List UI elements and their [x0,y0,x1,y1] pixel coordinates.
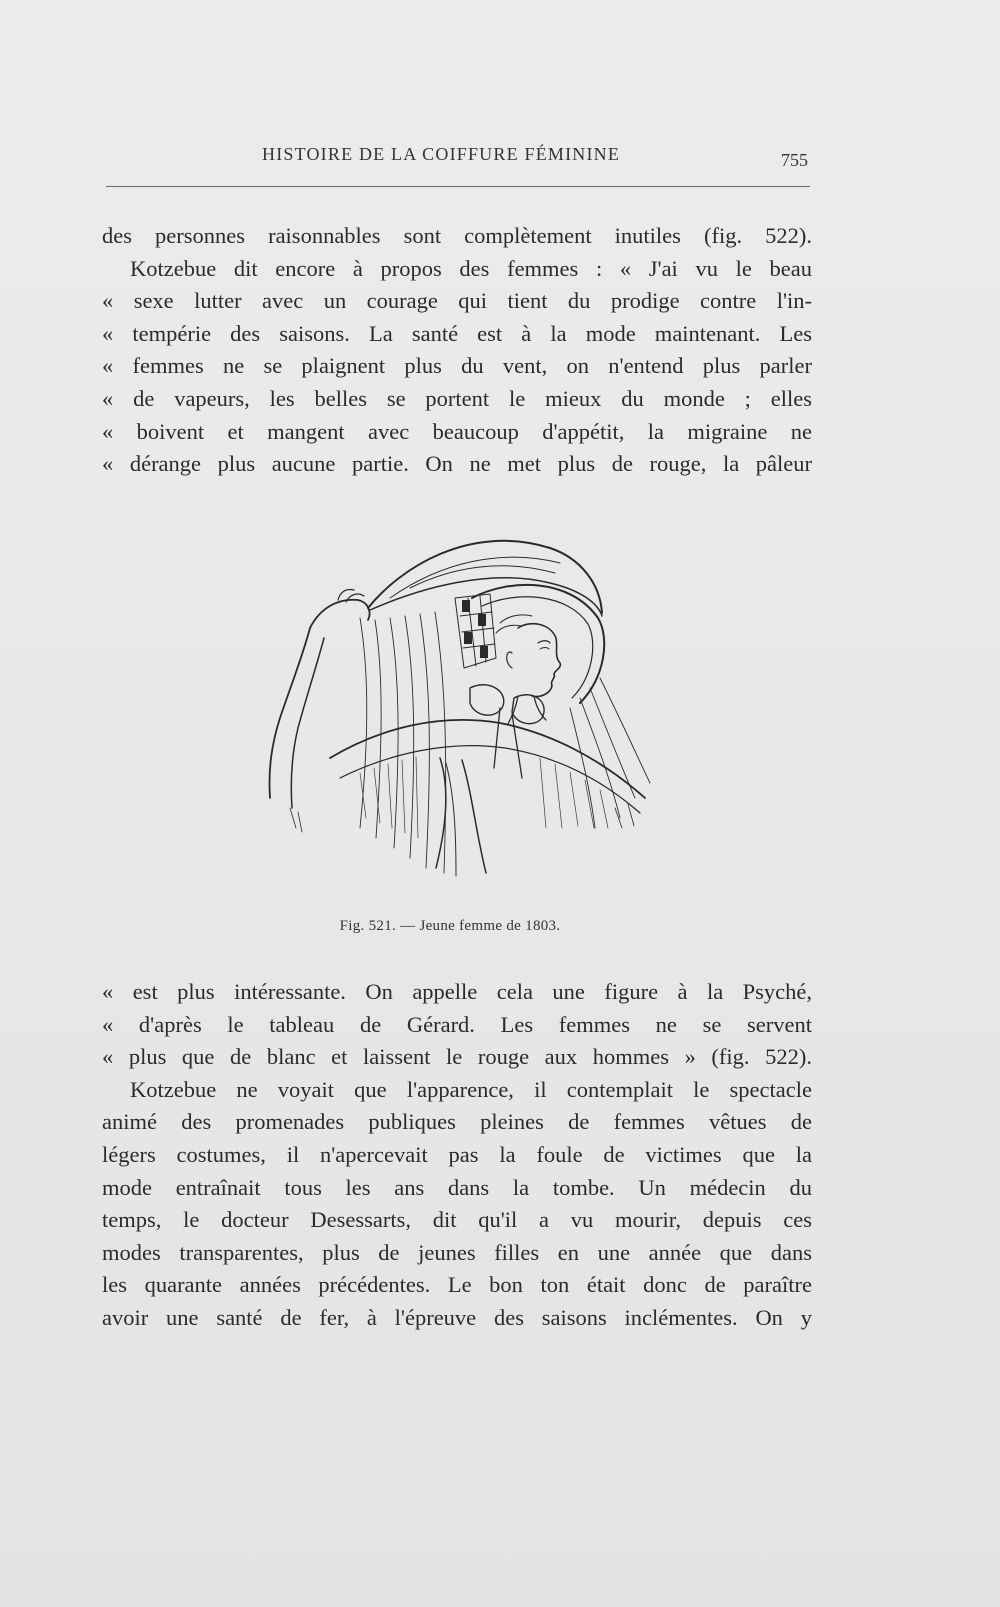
running-header [102,140,810,174]
text-line: « d'après le tableau de Gérard. Les femmes ne se servent [102,1011,812,1037]
body-text-top [102,220,812,481]
text-line: « de vapeurs, les belles se portent le mieux du monde ; elles [102,385,812,411]
header-rule [106,186,810,187]
text-line: modes transparentes, plus de jeunes filles en une année que dans [102,1239,812,1265]
text-line: mode entraînait tous les ans dans la tombe. Un médecin du [102,1174,812,1200]
text-line: « sexe lutter avec un courage qui tient du prodige contre l'in- [102,288,812,314]
text-line: temps, le docteur Desessarts, dit qu'il a vu mourir, depuis ces [102,1207,812,1233]
text-line: Kotzebue dit encore à propos des femmes : « J'ai vu le beau [130,255,812,281]
text-line: Kotzebue ne voyait que l'apparence, il contemplait le spectacle [130,1076,812,1102]
text-line: les quarante années précédentes. Le bon ton était donc de paraître [102,1272,812,1298]
figure-caption: Fig. 521. — Jeune femme de 1803. [339,918,561,934]
body-text-bottom [102,976,812,1335]
text-line: « dérange plus aucune partie. On ne met plus de rouge, la pâleur [102,451,812,477]
text-line: « femmes ne se plaignent plus du vent, on n'entend plus parler [102,353,812,379]
text-line: légers costumes, il n'apercevait pas la foule de victimes que la [102,1141,812,1167]
text-line: « est plus intéressante. On appelle cela une figure à la Psyché, [102,979,812,1004]
text-line: « plus que de blanc et laissent le rouge aux hommes » (fig. 522). [102,1044,812,1070]
running-title: HISTOIRE DE LA COIFFURE FÉMININE [262,144,621,164]
text-line: des personnes raisonnables sont complètement inutiles (fig. 522). [102,223,812,248]
text-line: « boivent et mangent avec beaucoup d'appétit, la migraine ne [102,418,812,444]
figure-illustration [250,528,670,898]
woman-engraving-illustration [250,528,670,898]
text-line: « tempérie des saisons. La santé est à la mode maintenant. Les [102,320,812,346]
text-line: animé des promenades publiques pleines de femmes vêtues de [102,1109,812,1135]
text-line: avoir une santé de fer, à l'épreuve des saisons inclémentes. On y [102,1304,812,1330]
page-number: 755 [781,150,808,170]
